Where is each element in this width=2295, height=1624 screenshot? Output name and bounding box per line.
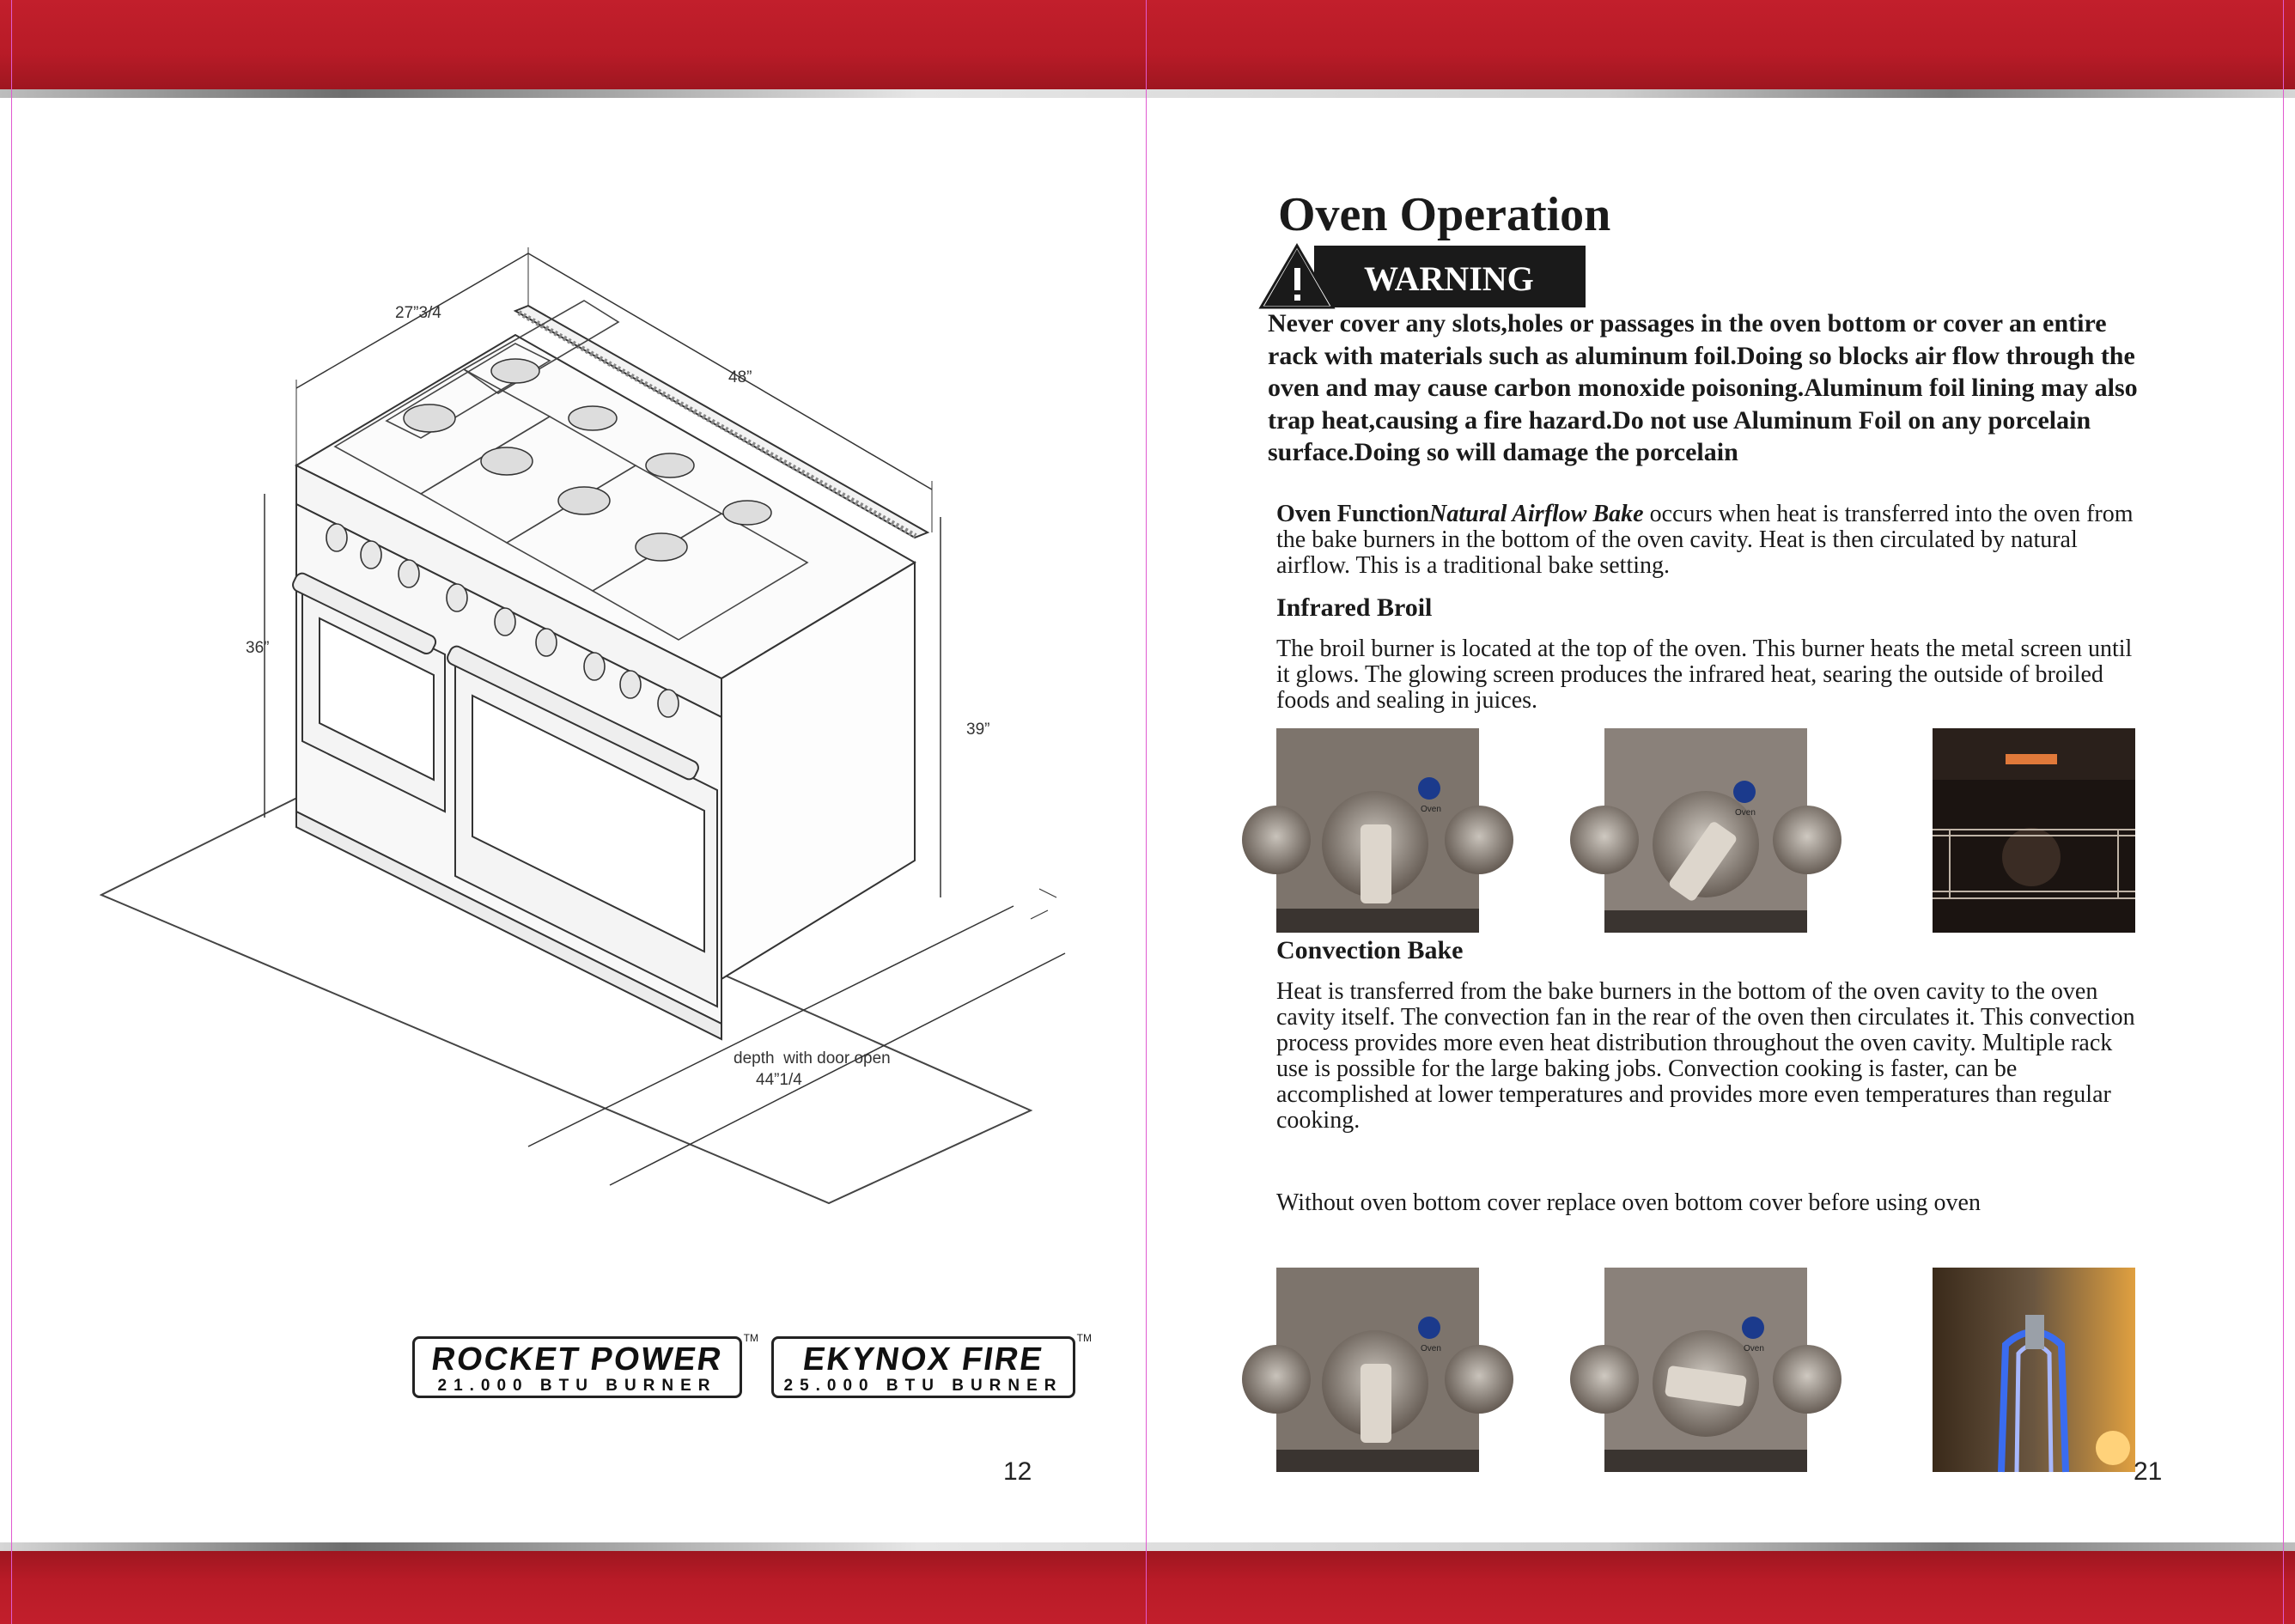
top-metallic-rule <box>0 89 2295 98</box>
knob-label: Oven <box>1735 808 1756 818</box>
dim-width: 48” <box>728 368 752 386</box>
knob-label: Oven <box>1744 1344 1764 1353</box>
convection-bake-text: Heat is transferred from the bake burners in the bottom of the oven cavity to the oven cavity itself. The convection fan in the rear of the oven then circulates it. This convection process provides more even heat distribution throughout the oven cavity. Multiple rack use is possible for the large baking jobs. Convection cooking is faster, can be accomplished at lower temperatures and provides more even temperatures than regular cooking. <box>1276 978 2135 1134</box>
infrared-broil-heading: Infrared Broil <box>1276 593 1433 622</box>
bottom-red-band <box>0 1551 2295 1624</box>
left-trim-line <box>11 0 12 1624</box>
knob-photo-convection <box>1604 1268 1807 1472</box>
badge-tm: TM <box>743 1332 758 1344</box>
badge-tm: TM <box>1076 1332 1092 1344</box>
badge-brand: ROCKET POWER <box>429 1341 726 1378</box>
dim-depth-caption: depth with door open <box>734 1049 891 1067</box>
dim-height-left: 36” <box>246 639 270 657</box>
knob-label: Oven <box>1421 805 1441 814</box>
bottom-metallic-rule <box>0 1542 2295 1551</box>
top-red-band <box>0 0 2295 89</box>
page-number-right: 21 <box>2134 1457 2163 1486</box>
badge-sub: 25.000 BTU BURNER <box>783 1377 1063 1395</box>
burner-flame-photo <box>1933 1268 2135 1472</box>
convection-bake-heading: Convection Bake <box>1276 936 1464 964</box>
ekynox-fire-badge <box>771 1332 1092 1398</box>
center-trim-line <box>1146 0 1147 1624</box>
page-title: Oven Operation <box>1278 188 1611 241</box>
oven-function-label: Oven Function <box>1276 501 1430 527</box>
bottom-cover-text: Without oven bottom cover replace oven bottom cover before using oven <box>1276 1189 1981 1216</box>
oven-function-paragraph <box>1276 502 2144 579</box>
warning-text: Never cover any slots,holes or passages in the oven bottom or cover an entire rack with materials such as aluminum foil.Doing so blocks air flow through the oven and may cause carbon monoxide poisoning.Aluminum foil lining may also trap heat,causing a fire hazard.Do not use Aluminum Foil on any porcelain surface.Doing so will damage the porcelain <box>1268 309 2138 466</box>
range-dimension-drawing <box>103 240 990 1202</box>
page-number-left: 12 <box>1003 1457 1032 1486</box>
knob-photo-broil <box>1604 728 1807 933</box>
natural-airflow-text: occurs when heat is transferred into the oven from the bake burners in the bottom of the oven cavity. Heat is then circulated by natural airflow. This is a traditional bake setting. <box>1276 501 2134 579</box>
oven-interior-photo <box>1933 728 2135 933</box>
warning-label: WARNING <box>1364 259 1534 298</box>
dim-depth-value: 44”1/4 <box>756 1071 802 1089</box>
infrared-broil-text: The broil burner is located at the top of the oven. This burner heats the metal screen until it glows. The glowing screen produces the infrared heat, searing the outside of broiled foods and sealing in juices. <box>1276 636 2133 714</box>
knob-label: Oven <box>1421 1344 1441 1353</box>
badge-sub: 21.000 BTU BURNER <box>437 1377 717 1395</box>
right-trim-line <box>2283 0 2284 1624</box>
warning-sign <box>1261 246 1586 307</box>
natural-airflow-label: Natural Airflow Bake <box>1429 501 1644 527</box>
knob-photo-off-2 <box>1276 1268 1479 1472</box>
dim-width-top: 27”3/4 <box>395 304 441 322</box>
dim-height-right: 39” <box>966 721 990 739</box>
badge-brand: EKYNOX FIRE <box>801 1341 1046 1378</box>
knob-photo-off <box>1276 728 1479 933</box>
rocket-power-badge <box>412 1332 758 1398</box>
